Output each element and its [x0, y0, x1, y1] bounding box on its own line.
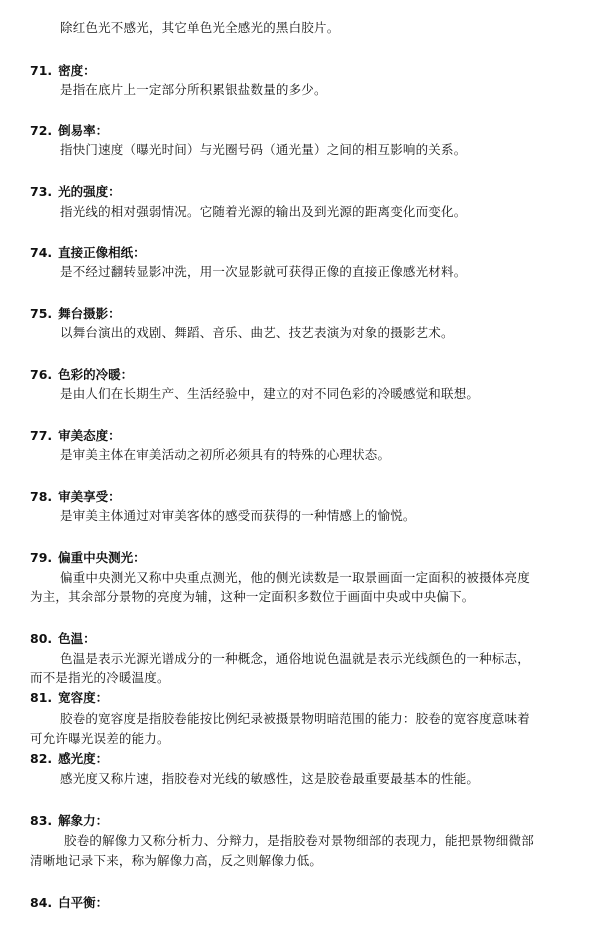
- entry-definition: 指光线的相对强弱情况。它随着光源的输出及到光源的距离变化而变化。: [60, 204, 467, 219]
- entry-heading: [30, 184, 121, 200]
- entry-term: 感光度：: [58, 751, 109, 766]
- entry-number: 73.: [30, 184, 53, 199]
- entry-definition: 清晰地记录下来，称为解像力高，反之则解像力低。: [30, 853, 323, 868]
- entry-number: 71.: [30, 63, 53, 78]
- entry-term: 解象力：: [58, 813, 109, 828]
- entry-term: 审美享受：: [58, 489, 121, 504]
- entry-number: 77.: [30, 428, 53, 443]
- entry-heading: [30, 550, 146, 566]
- entry-term: 色彩的冷暖：: [58, 367, 134, 382]
- entry-heading: [30, 367, 133, 383]
- entry-heading: [30, 813, 108, 829]
- entry-term: 密度：: [58, 63, 96, 78]
- entry-number: 79.: [30, 550, 53, 565]
- entry-term: 舞台摄影：: [58, 306, 121, 321]
- entry-definition: 是审美主体通过对审美客体的感受而获得的一种情感上的愉悦。: [60, 508, 416, 523]
- entry-term: 光的强度：: [58, 184, 121, 199]
- entry-term: 色温：: [58, 631, 96, 646]
- entry-definition: 可允许曝光误差的能力。: [30, 731, 170, 746]
- entry-definition: 为主，其余部分景物的亮度为辅，这种一定面积多数位于画面中央或中央偏下。: [30, 589, 475, 604]
- entry-definition: 感光度又称片速，指胶卷对光线的敏感性，这是胶卷最重要最基本的性能。: [60, 771, 480, 786]
- entry-definition: 是审美主体在审美活动之初所必须具有的特殊的心理状态。: [60, 447, 391, 462]
- entry-term: 宽容度：: [58, 690, 109, 705]
- entry-number: 76.: [30, 367, 53, 382]
- entry-number: 75.: [30, 306, 53, 321]
- entry-number: 81.: [30, 690, 53, 705]
- entry-definition: 胶卷的解像力又称分析力、分辩力，是指胶卷对景物细部的表现力，能把景物细微部: [64, 833, 534, 848]
- entry-number: 82.: [30, 751, 53, 766]
- entry-number: 72.: [30, 123, 53, 138]
- entry-term: 直接正像相纸：: [58, 245, 146, 260]
- entry-definition: 色温是表示光源光谱成分的一种概念，通俗地说色温就是表示光线颜色的一种标志，: [60, 651, 530, 666]
- entry-heading: [30, 123, 108, 139]
- intro-text: 除红色光不感光，其它单色光全感光的黑白胶片。: [60, 20, 340, 35]
- entry-definition: 是指在底片上一定部分所积累银盐数量的多少。: [60, 82, 327, 97]
- entry-heading: [30, 690, 108, 706]
- entry-definition: 以舞台演出的戏剧、舞蹈、音乐、曲艺、技艺表演为对象的摄影艺术。: [60, 325, 454, 340]
- entry-number: 80.: [30, 631, 53, 646]
- entry-heading: [30, 751, 108, 767]
- entry-term: 偏重中央测光：: [58, 550, 146, 565]
- entry-heading: [30, 306, 121, 322]
- entry-heading: [30, 895, 108, 911]
- entry-heading: [30, 631, 96, 647]
- entry-term: 白平衡：: [58, 895, 109, 910]
- entry-definition: 偏重中央测光又称中央重点测光，他的侧光读数是一取景画面一定面积的被摄体亮度: [60, 570, 530, 585]
- entry-number: 78.: [30, 489, 53, 504]
- entry-heading: [30, 489, 121, 505]
- entry-term: 倒易率：: [58, 123, 109, 138]
- entry-definition: 是由人们在长期生产、生活经验中，建立的对不同色彩的冷暖感觉和联想。: [60, 386, 480, 401]
- entry-definition: 胶卷的宽容度是指胶卷能按比例纪录被摄景物明暗范围的能力：胶卷的宽容度意味着: [60, 711, 530, 726]
- entry-number: 74.: [30, 245, 53, 260]
- entry-number: 84.: [30, 895, 53, 910]
- entry-heading: [30, 428, 121, 444]
- entry-definition: 指快门速度（曝光时间）与光圈号码（通光量）之间的相互影响的关系。: [60, 142, 467, 157]
- entry-heading: [30, 245, 146, 261]
- entry-definition: 是不经过翻转显影冲洗，用一次显影就可获得正像的直接正像感光材料。: [60, 264, 467, 279]
- entry-number: 83.: [30, 813, 53, 828]
- entry-term: 审美态度：: [58, 428, 121, 443]
- entry-heading: [30, 63, 96, 79]
- entry-definition: 而不是指光的冷暖温度。: [30, 670, 170, 685]
